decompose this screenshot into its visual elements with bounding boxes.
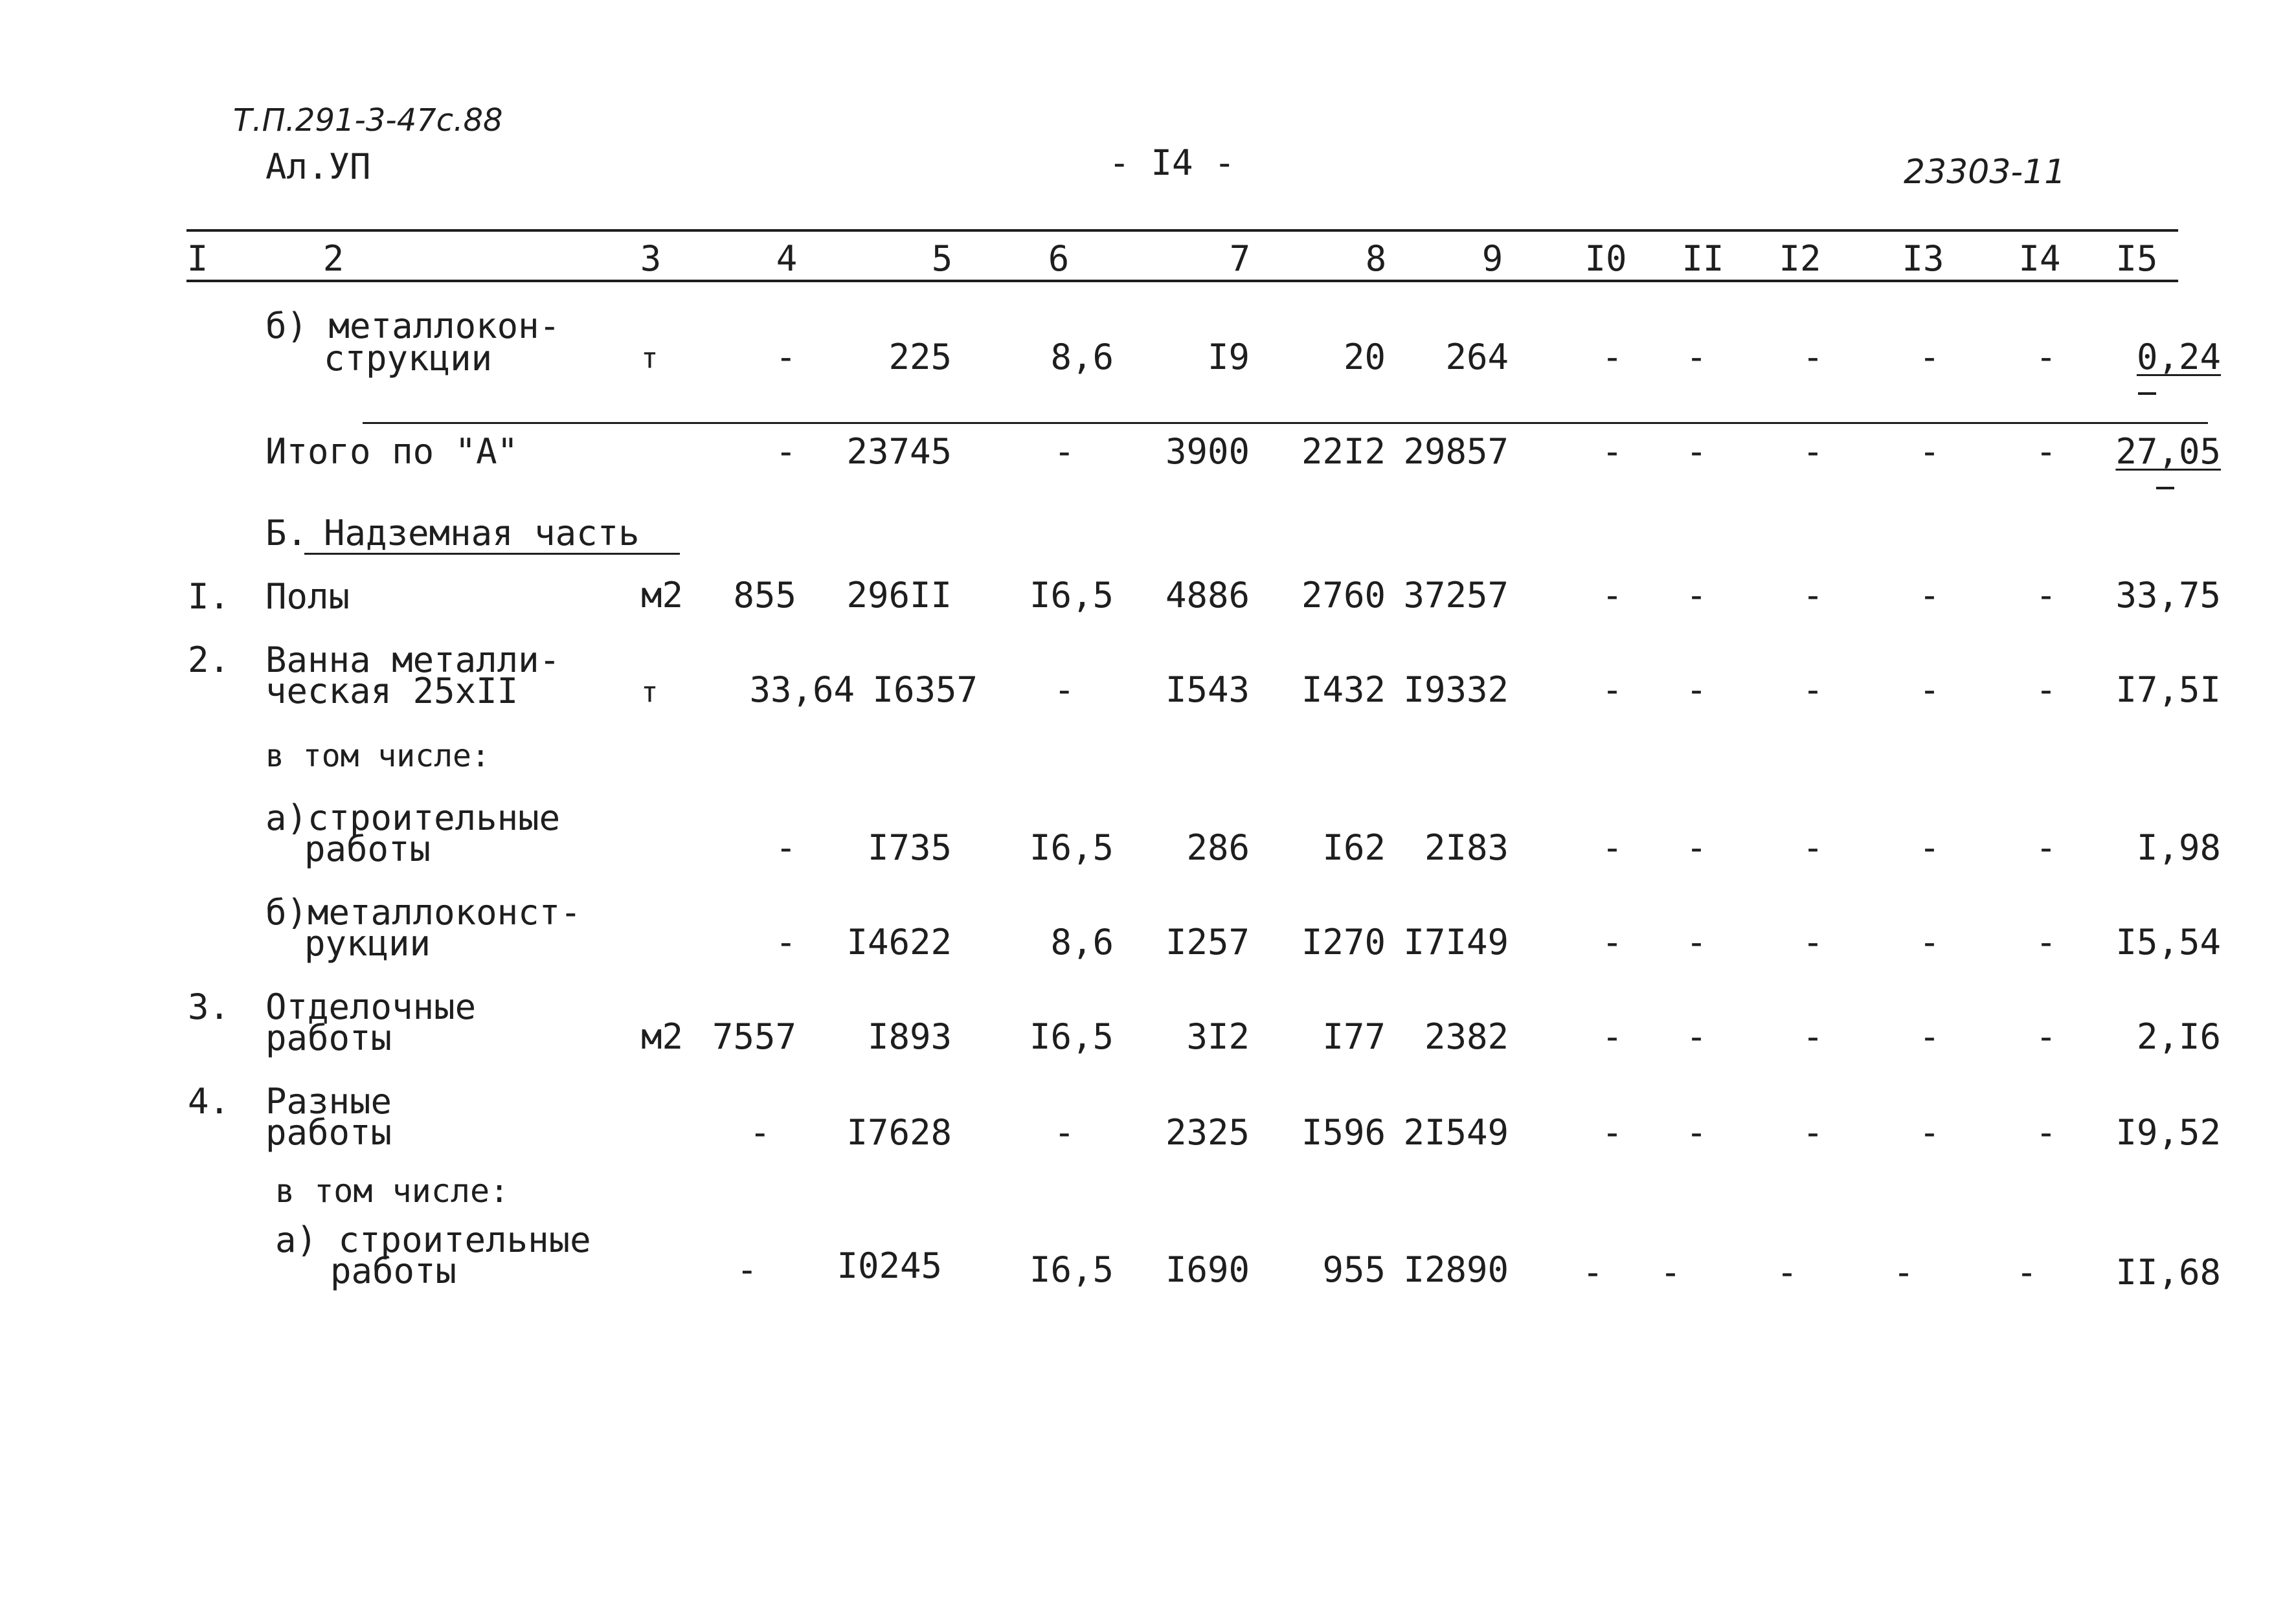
- col5-cell: I893: [867, 1016, 952, 1057]
- col8-cell: 22I2: [1301, 431, 1386, 472]
- col13-cell: -: [1919, 669, 1941, 710]
- col10-cell: -: [1601, 669, 1623, 710]
- col15-cell: 0,24: [2136, 337, 2221, 377]
- col15-cell: I,98: [2136, 827, 2221, 868]
- col15-cell: 2,I6: [2136, 1016, 2221, 1057]
- col12-cell: -: [1802, 922, 1824, 963]
- col15-cell: I7,5I: [2115, 669, 2221, 710]
- section-letter: Б.: [265, 513, 308, 553]
- row-number: I.: [188, 576, 231, 617]
- section-title: Надземная часть: [324, 513, 640, 553]
- col8-cell: 955: [1322, 1249, 1386, 1290]
- row-name-cont: работы: [330, 1251, 457, 1291]
- col14-cell: -: [2035, 1112, 2057, 1153]
- row-name-cont: работы: [265, 1018, 392, 1058]
- unit-cell: т: [641, 676, 658, 709]
- row-name: Ванна металли-: [265, 640, 561, 680]
- col10-cell: -: [1601, 1016, 1623, 1057]
- col8-cell: I596: [1301, 1112, 1386, 1153]
- column-number: 4: [776, 238, 798, 279]
- col7-cell: 4886: [1165, 575, 1250, 616]
- col9-cell: I7I49: [1403, 922, 1509, 963]
- table-top-rule: [186, 229, 2178, 232]
- col8-cell: 2760: [1301, 575, 1386, 616]
- row-name: Разные: [265, 1081, 392, 1122]
- row-number: 2.: [188, 640, 231, 680]
- col13-cell: -: [1919, 827, 1941, 868]
- row-number: 3.: [188, 986, 231, 1027]
- col11-cell: -: [1685, 669, 1707, 710]
- page-number: - I4 -: [1109, 142, 1235, 183]
- col12-cell: -: [1802, 431, 1824, 472]
- row-name-cont: струкции: [324, 338, 493, 379]
- unit-cell: м2: [641, 575, 684, 616]
- column-number: 5: [931, 238, 953, 279]
- col6-cell: I6,5: [1029, 1249, 1114, 1290]
- col5-cell: 225: [888, 337, 952, 377]
- col14-cell: -: [2016, 1252, 2038, 1293]
- col7-cell: 3I2: [1186, 1016, 1250, 1057]
- column-number: 8: [1365, 238, 1387, 279]
- col6-cell: I6,5: [1029, 827, 1114, 868]
- column-number: 6: [1048, 238, 1070, 279]
- col15-cell: II,68: [2115, 1252, 2221, 1293]
- column-number: 9: [1481, 238, 1503, 279]
- col10-cell: -: [1601, 1112, 1623, 1153]
- col13-cell: -: [1919, 337, 1941, 377]
- col13-cell: -: [1893, 1252, 1915, 1293]
- col11-cell: -: [1685, 337, 1707, 377]
- col11-cell: -: [1685, 922, 1707, 963]
- col14-cell: -: [2035, 922, 2057, 963]
- col6-cell: I6,5: [1029, 1016, 1114, 1057]
- col7-cell: 3900: [1165, 431, 1250, 472]
- col9-cell: 2I83: [1424, 827, 1509, 868]
- col7-cell: I543: [1165, 669, 1250, 710]
- col10-cell: -: [1601, 827, 1623, 868]
- col15-cell: I5,54: [2115, 922, 2221, 963]
- col9-cell: 264: [1445, 337, 1509, 377]
- col10-cell: -: [1601, 337, 1623, 377]
- col10-cell: -: [1582, 1252, 1604, 1293]
- col8-cell: I77: [1322, 1016, 1386, 1057]
- dash-mark: [2138, 392, 2156, 395]
- col4-cell: -: [736, 1249, 758, 1290]
- row-name: б) металлокон-: [265, 306, 561, 346]
- col7-cell: 2325: [1165, 1112, 1250, 1153]
- col9-cell: I2890: [1403, 1249, 1509, 1290]
- col6-cell: I6,5: [1029, 575, 1114, 616]
- col4-cell: -: [775, 922, 796, 963]
- col5-cell: I7628: [846, 1112, 952, 1153]
- col11-cell: -: [1685, 1016, 1707, 1057]
- row-name: Итого по "А": [265, 431, 519, 472]
- col9-cell: I9332: [1403, 669, 1509, 710]
- col13-cell: -: [1919, 1112, 1941, 1153]
- col7-cell: 286: [1186, 827, 1250, 868]
- col8-cell: I270: [1301, 922, 1386, 963]
- column-number: I3: [1902, 238, 1944, 279]
- column-number: 3: [640, 238, 662, 279]
- col7-cell: I257: [1165, 922, 1250, 963]
- including-label: в том числе:: [265, 738, 490, 774]
- col12-cell: -: [1776, 1252, 1798, 1293]
- col6-cell: -: [1053, 1112, 1075, 1153]
- col4-cell: -: [775, 337, 796, 377]
- album-label: Ал.УП: [265, 146, 371, 187]
- col5-cell: 296II: [846, 575, 952, 616]
- column-number: I2: [1779, 238, 1821, 279]
- col5-cell: 23745: [846, 431, 952, 472]
- col6-cell: 8,6: [1050, 337, 1114, 377]
- col9-cell: 29857: [1403, 431, 1509, 472]
- unit-cell: м2: [641, 1016, 684, 1057]
- col15-cell: 33,75: [2115, 575, 2221, 616]
- col13-cell: -: [1919, 922, 1941, 963]
- col6-cell: -: [1053, 669, 1075, 710]
- column-number: 2: [322, 238, 344, 279]
- project-code: Т.П.291-3-47с.88: [233, 102, 503, 139]
- column-number: II: [1682, 238, 1724, 279]
- col10-cell: -: [1601, 575, 1623, 616]
- row-name: Полы: [265, 576, 350, 617]
- col9-cell: 37257: [1403, 575, 1509, 616]
- col11-cell: -: [1685, 1112, 1707, 1153]
- column-number: I: [186, 238, 208, 279]
- col4-cell: 7557: [712, 1016, 796, 1057]
- col5-cell: I4622: [846, 922, 952, 963]
- col9-cell: 2382: [1424, 1016, 1509, 1057]
- row-name-cont: рукции: [304, 923, 431, 964]
- col4-cell: -: [749, 1112, 771, 1153]
- inventory-number: 23303-11: [1904, 153, 2066, 192]
- column-number: I5: [2115, 238, 2158, 279]
- row-name: б)металлоконст-: [265, 892, 581, 933]
- col11-cell: -: [1660, 1252, 1682, 1293]
- col4-cell: 33,64: [749, 669, 855, 710]
- col10-cell: -: [1601, 431, 1623, 472]
- col5-cell: I6357: [872, 669, 978, 710]
- row-name-cont: работы: [265, 1112, 392, 1153]
- col10-cell: -: [1601, 922, 1623, 963]
- row-name: Отделочные: [265, 986, 477, 1027]
- row-name: а)строительные: [265, 797, 561, 838]
- including-label: в том числе:: [275, 1172, 510, 1210]
- col9-cell: 2I549: [1403, 1112, 1509, 1153]
- row-name-cont: работы: [304, 829, 431, 869]
- col8-cell: 20: [1343, 337, 1386, 377]
- row-number: 4.: [188, 1081, 231, 1122]
- row-name: а) строительные: [275, 1220, 591, 1260]
- col11-cell: -: [1685, 827, 1707, 868]
- row-name-cont: ческая 25хII: [265, 671, 519, 711]
- col7-cell: I690: [1165, 1249, 1250, 1290]
- col12-cell: -: [1802, 337, 1824, 377]
- col6-cell: -: [1053, 431, 1075, 472]
- col13-cell: -: [1919, 1016, 1941, 1057]
- col5-cell: I735: [867, 827, 952, 868]
- col11-cell: -: [1685, 431, 1707, 472]
- col4-cell: -: [775, 827, 796, 868]
- col14-cell: -: [2035, 575, 2057, 616]
- col4-cell: 855: [733, 575, 796, 616]
- col8-cell: I432: [1301, 669, 1386, 710]
- col15-cell: I9,52: [2115, 1112, 2221, 1153]
- dash-mark: [2156, 487, 2174, 489]
- col5-cell: I0245: [837, 1245, 942, 1286]
- col15-cell: 27,05: [2115, 431, 2221, 472]
- col13-cell: -: [1919, 575, 1941, 616]
- col12-cell: -: [1802, 827, 1824, 868]
- col7-cell: I9: [1207, 337, 1250, 377]
- unit-cell: т: [641, 342, 658, 375]
- col12-cell: -: [1802, 1016, 1824, 1057]
- table-header-rule: [186, 280, 2178, 282]
- col14-cell: -: [2035, 669, 2057, 710]
- col14-cell: -: [2035, 337, 2057, 377]
- col14-cell: -: [2035, 1016, 2057, 1057]
- col13-cell: -: [1919, 431, 1941, 472]
- section-underline: [304, 553, 680, 555]
- column-number: I4: [2018, 238, 2061, 279]
- col12-cell: -: [1802, 575, 1824, 616]
- col12-cell: -: [1802, 1112, 1824, 1153]
- column-number: I0: [1584, 238, 1627, 279]
- column-number: 7: [1229, 238, 1251, 279]
- col14-cell: -: [2035, 827, 2057, 868]
- col6-cell: 8,6: [1050, 922, 1114, 963]
- col4-cell: -: [775, 431, 796, 472]
- subtotal-rule: [363, 422, 2208, 424]
- col8-cell: I62: [1322, 827, 1386, 868]
- col14-cell: -: [2035, 431, 2057, 472]
- col11-cell: -: [1685, 575, 1707, 616]
- col12-cell: -: [1802, 669, 1824, 710]
